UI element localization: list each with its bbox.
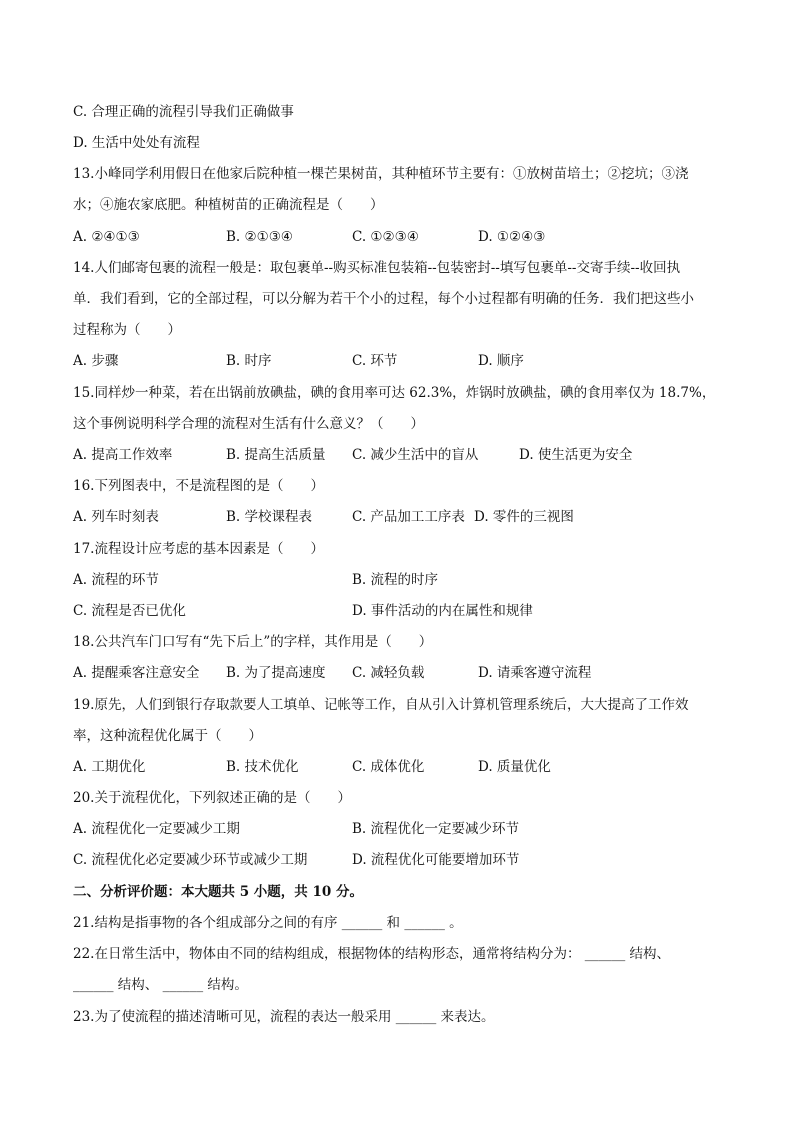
q13-option-a: A. ②④①③ (73, 229, 140, 245)
q20-option-c: C. 流程优化必定要减少环节或减少工期 (73, 852, 308, 868)
q18-option-a: A. 提醒乘客注意安全 (73, 665, 200, 681)
q19-option-c: C. 成体优化 (352, 759, 425, 775)
q18-option-c: C. 减轻负载 (352, 665, 425, 681)
question-17: 17.流程设计应考虑的基本因素是（ ） (73, 541, 324, 557)
q15-option-b: B. 提高生活质量 (226, 447, 326, 463)
q13-option-b: B. ②①③④ (226, 229, 293, 245)
question-14-line-3: 过程称为（ ） (73, 322, 181, 338)
q17-option-c: C. 流程是否已优化 (73, 603, 186, 619)
q16-option-d: D. 零件的三视图 (474, 509, 574, 525)
q17-option-a: A. 流程的环节 (73, 572, 159, 588)
q14-option-c: C. 环节 (352, 353, 398, 369)
q14-option-d: D. 顺序 (478, 353, 524, 369)
q19-option-d: D. 质量优化 (478, 759, 551, 775)
question-18: 18.公共汽车门口写有“先下后上”的字样，其作用是（ ） (73, 634, 433, 650)
q14-option-a: A. 步骤 (73, 353, 119, 369)
question-19-line-1: 19.原先，人们到银行存取款要人工填单、记帐等工作，自从引入计算机管理系统后，大大提高了工作效 (73, 697, 689, 713)
q16-option-a: A. 列车时刻表 (73, 509, 159, 525)
q13-option-c: C. ①②③④ (352, 229, 419, 245)
question-14-line-2: 单．我们看到，它的全部过程，可以分解为若干个小的过程，每个小过程都有明确的任务．我们把这些小 (73, 291, 694, 307)
question-22-line-2: ______ 结构、 ______ 结构。 (73, 977, 248, 993)
question-13-line-2: 水；④施农家底肥。种植树苗的正确流程是（ ） (73, 197, 384, 213)
q17-option-d: D. 事件活动的内在属性和规律 (352, 603, 533, 619)
q15-option-d: D. 使生活更为安全 (519, 447, 633, 463)
q20-option-d: D. 流程优化可能要增加环节 (352, 852, 520, 868)
question-20: 20.关于流程优化，下列叙述正确的是（ ） (73, 790, 351, 806)
q20-option-b: B. 流程优化一定要减少环节 (352, 821, 520, 837)
q18-option-b: B. 为了提高速度 (226, 665, 326, 681)
q17-option-b: B. 流程的时序 (352, 572, 439, 588)
option-d-previous: D. 生活中处处有流程 (73, 135, 200, 151)
q15-option-c: C. 减少生活中的盲从 (352, 447, 479, 463)
q19-option-a: A. 工期优化 (73, 759, 146, 775)
question-15-line-1: 15.同样炒一种菜，若在出锅前放碘盐，碘的食用率可达 62.3%，炸锅时放碘盐，碘的食用率仅为 18.7%， (73, 385, 716, 401)
question-13-line-1: 13.小峰同学利用假日在他家后院种植一棵芒果树苗，其种植环节主要有：①放树苗培土；②挖坑；③浇 (73, 166, 689, 182)
q18-option-d: D. 请乘客遵守流程 (478, 665, 592, 681)
q16-option-b: B. 学校课程表 (226, 509, 313, 525)
question-21: 21.结构是指事物的各个组成部分之间的有序 ______ 和 ______ 。 (73, 915, 463, 931)
q13-option-d: D. ①②④③ (478, 229, 546, 245)
q19-option-b: B. 技术优化 (226, 759, 299, 775)
question-23: 23.为了使流程的描述清晰可见，流程的表达一般采用 ______ 来表达。 (73, 1009, 495, 1025)
option-c-previous: C. 合理正确的流程引导我们正确做事 (73, 104, 294, 120)
question-15-line-2: 这个事例说明科学合理的流程对生活有什么意义？（ ） (73, 416, 424, 432)
q14-option-b: B. 时序 (226, 353, 272, 369)
q15-option-a: A. 提高工作效率 (73, 447, 173, 463)
section-2-heading: 二、分析评价题：本大题共 5 小题，共 10 分。 (73, 884, 363, 900)
question-19-line-2: 率，这种流程优化属于（ ） (73, 728, 262, 744)
q16-option-c: C. 产品加工工序表 (352, 509, 465, 525)
question-14-line-1: 14.人们邮寄包裹的流程一般是：取包裹单--购买标准包装箱--包装密封--填写包裹单--交寄手续--收回执 (73, 260, 681, 276)
question-22-line-1: 22.在日常生活中，物体由不同的结构组成，根据物体的结构形态，通常将结构分为： ______ 结构、 (73, 946, 671, 962)
q20-option-a: A. 流程优化一定要减少工期 (73, 821, 240, 837)
question-16: 16.下列图表中，不是流程图的是（ ） (73, 478, 324, 494)
